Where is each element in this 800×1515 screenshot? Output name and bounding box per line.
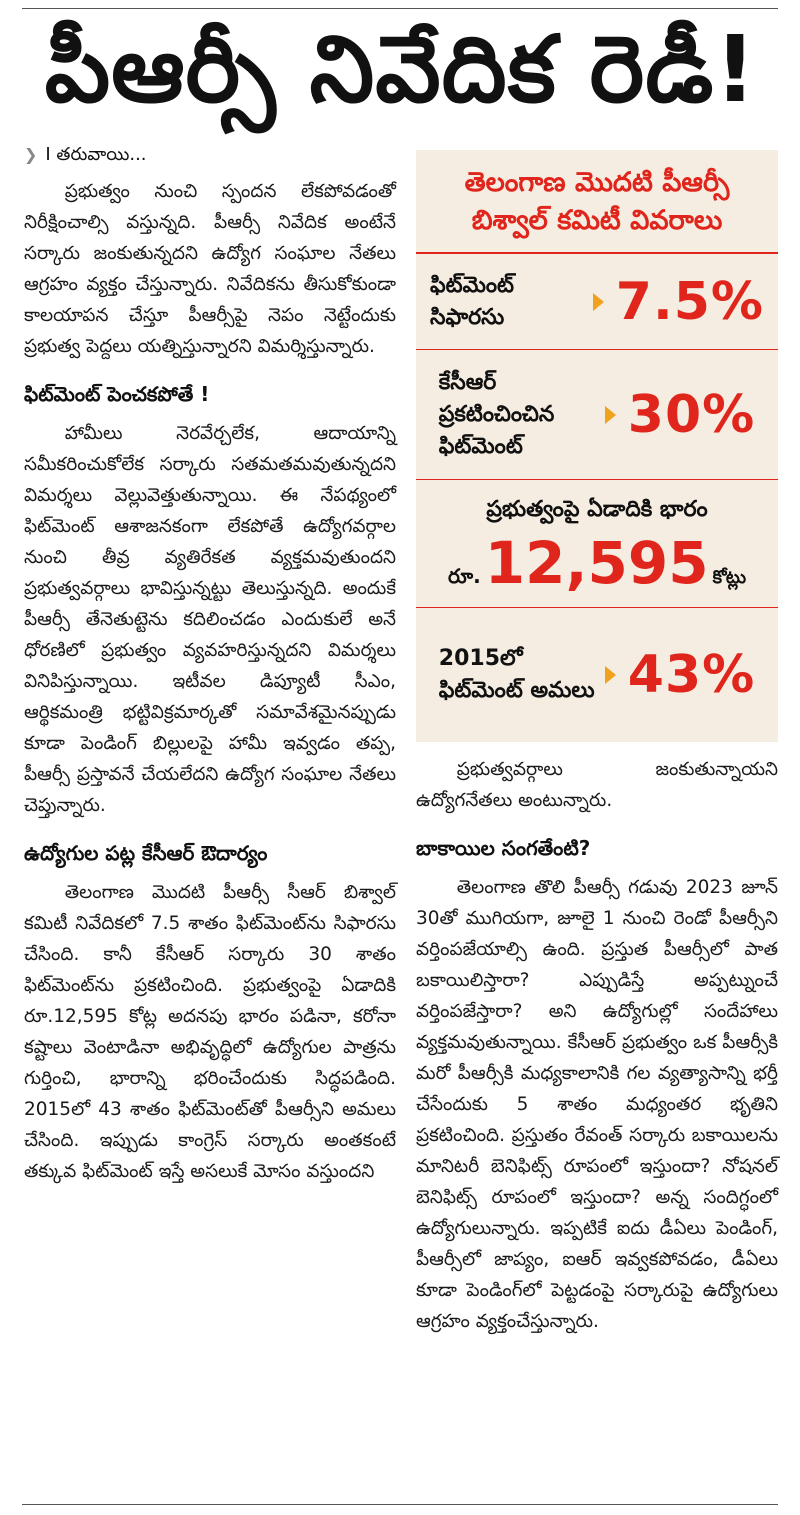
triangle-right-icon (605, 406, 616, 424)
info-row-label: ఫిట్‌మెంట్ సిఫారసు (430, 272, 515, 330)
article-columns (24, 140, 778, 1337)
bottom-rule (22, 1504, 778, 1505)
burden-amount (447, 528, 747, 597)
info-row-recommendation (416, 254, 778, 350)
info-row-value: 7.5% (615, 271, 764, 332)
subheading-kcr: ఉద్యోగుల పట్ల కేసీఆర్ ఔదార్యం (24, 841, 268, 865)
left-column (24, 140, 396, 1337)
paragraph-5: తెలంగాణ తొలి పీఆర్సీ గడువు 2023 జూన్ 30తో ముగియగా, జూలై 1 నుంచి రెండో పీఆర్సీని వర్తింపజేయాల్సి ఉంది. ప్రస్తుత పీఆర్సీలో పాత బకాయిలిస్తారా? ఎప్పుడిస్తే అప్పట్నుంచే వర్తింపజేస్తారా? అని ఉద్యోగుల్లో సందేహాలు వ్యక్తమవుతున్నాయి. కేసీఆర్ ప్రభుత్వం ఒక పీఆర్సీకి మరో పీఆర్సీకి మధ్యకాలానికి గల వ్యత్యాసాన్ని భర్తీ చేసేందుకు 5 శాతం మధ్యంతర భృతిని ప్రకటించింది. ప్రస్తుతం రేవంత్ సర్కారు బకాయిలను మానిటరీ బెనిఫిట్స్ రూపంలో ఇస్తుందా? నోషనల్ బెనిఫిట్స్ రూపంలో ఇస్తుందా? అన్న సందిగ్ధంలో ఉద్యోగులున్నారు. ఇప్పటికే ఐదు డీఏలు పెండింగ్, పీఆర్సీలో జాప్యం, ఐఆర్ ఇవ్వకపోవడం, డీఏలు కూడా పెండింగ్‌లో పెట్టడంపై సర్కారుపై ఉద్యోగులు ఆగ్రహం వ్యక్తంచేస్తున్నారు. (416, 877, 778, 1332)
currency-prefix: రూ. (447, 563, 481, 588)
info-row-burden (416, 480, 778, 608)
paragraph-1: ప్రభుత్వం నుంచి స్పందన లేకపోవడంతో నిరీక్షించాల్సి వస్తున్నది. పీఆర్సీ నివేదిక అంటేనే సర్కారు జంకుతున్నదని ఉద్యోగ సంఘాల నేతలు ఆగ్రహం వ్యక్తం చేస్తున్నారు. నివేదికను తీసుకోకుండా కాలయాపన చేస్తూ పీఆర్సీపై నెపం నెట్టేందుకు ప్రభుత్వ పెద్దలు యత్నిస్తున్నారని విమర్శిస్తున్నారు. (24, 181, 396, 357)
triangle-right-icon (605, 666, 616, 684)
info-row-2015 (416, 608, 778, 742)
amount-unit: కోట్లు (712, 566, 747, 588)
subheading-fitment: ఫిట్‌మెంట్ పెంచకపోతే ! (24, 382, 210, 406)
info-box-title: తెలంగాణ మొదటి పీఆర్సీ బిశ్వాల్ కమిటీ వివరాలు (416, 150, 778, 254)
info-row-label: 2015లో ఫిట్‌మెంట్ అమలు (438, 646, 595, 703)
triangle-right-icon (593, 293, 604, 311)
subheading-arrears: బాకాయిల సంగతేంటి? (416, 836, 591, 860)
info-row-value: 43% (627, 645, 756, 705)
info-row-label: కేసీఆర్ ప్రకటించించిన ఫిట్‌మెంట్ (438, 369, 555, 459)
continuation-label: I తరువాయి... (45, 144, 147, 165)
info-box (416, 150, 778, 742)
info-row-label: ప్రభుత్వంపై ఏడాదికి భారం (486, 496, 708, 522)
chevron-right-icon: ❯ (24, 145, 38, 164)
top-rule (22, 8, 778, 9)
paragraph-3: తెలంగాణ మొదటి పీఆర్సీ సీఆర్ బిశ్వాల్ కమిటీ నివేదికలో 7.5 శాతం ఫిట్‌మెంట్‌ను సిఫారసు చేసింది. కానీ కేసీఆర్ సర్కారు 30 శాతం ఫిట్‌మెంట్‌ను ప్రకటించింది. ప్రభుత్వంపై ఏడాదికి రూ.12,595 కోట్ల అదనపు భారం పడినా, కరోనా కష్టాలు వెంటాడినా అభివృద్ధిలో ఉద్యోగుల పాత్రను గుర్తించి, భారాన్ని భరించేందుకు సిద్ధపడింది. 2015లో 43 శాతం ఫిట్‌మెంట్‌తో పీఆర్సీని అమలు చేసింది. ఇప్పుడు కాంగ్రెస్ సర్కారు అంతకంటే తక్కువ ఫిట్‌మెంట్ ఇస్తే అసలుకే మోసం వస్తుందని (24, 882, 396, 1182)
info-row-value: 30% (627, 384, 756, 445)
headline: పీఆర్సీ నివేదిక రెడీ! (44, 16, 758, 123)
right-column (416, 140, 778, 1337)
paragraph-4: ప్రభుత్వవర్గాలు జంకుతున్నాయని ఉద్యోగనేతలు అంటున్నారు. (416, 759, 778, 811)
info-row-value: 12,595 (484, 528, 709, 597)
info-row-kcr-fitment (416, 350, 778, 480)
continuation-marker (24, 142, 396, 168)
paragraph-2: హామీలు నెరవేర్చలేక, ఆదాయాన్ని సమీకరించుకోలేక సర్కారు సతమతమవుతున్నదని విమర్శలు వెల్లువెత్తుతున్నాయి. ఈ నేపథ్యంలో ఫిట్‌మెంట్ ఆశాజనకంగా లేకపోతే ఉద్యోగవర్గాల నుంచి తీవ్ర వ్యతిరేకత వ్యక్తమవుతుందని ప్రభుత్వవర్గాలు భావిస్తున్నట్టు తెలుస్తున్నది. అందుకే పీఆర్సీ తేనెతుట్టెను కదిలించడం ఎందుకులే అనే ధోరణిలో ప్రభుత్వం వ్యవహరిస్తున్నదని విమర్శలు వినిపిస్తున్నాయి. ఇటీవల డిప్యూటీ సీఎం, ఆర్థికమంత్రి భట్టివిక్రమార్కతో సమావేశమైనప్పుడు కూడా పెండింగ్ బిల్లులపై హామీ ఇవ్వడం తప్ప, పీఆర్సీ ప్రస్తావనే చేయలేదని ఉద్యోగ సంఘాల నేతలు చెప్తున్నారు. (24, 423, 396, 816)
